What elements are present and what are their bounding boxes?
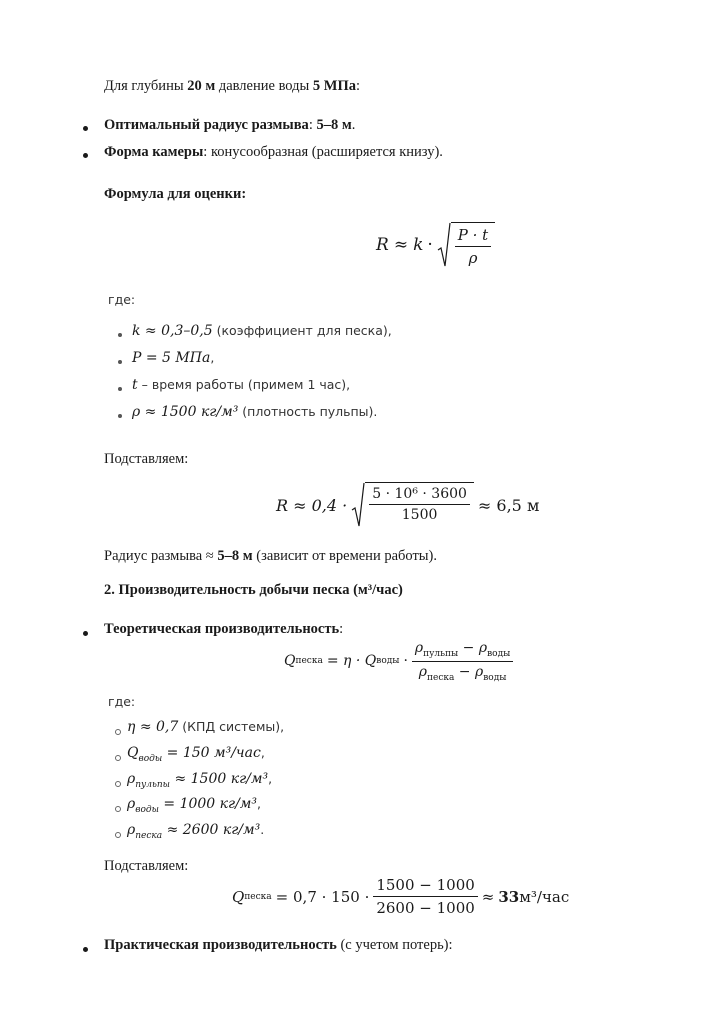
list-item: P = 5 МПа, bbox=[132, 350, 215, 366]
substitute-label: Подставляем: bbox=[104, 858, 189, 874]
substitute-label: Подставляем: bbox=[104, 451, 189, 467]
formula-productivity: Q песка = η · Q воды · $\frac{\rho_{пульпы} - \rho_{воды}}{\rho_{песка} - \rho_{воды}}$ bbox=[284, 640, 513, 683]
list-item: $\rho_{песка} \approx 2600$ кг/м³. bbox=[127, 822, 265, 841]
radius-summary: Радиус размыва ≈ 5–8 м (зависит от времени работы). bbox=[104, 548, 437, 564]
bullet-icon bbox=[115, 781, 121, 787]
list-item: $\rho_{пульпы} \approx 1500$ кг/м³, bbox=[127, 771, 273, 790]
formula-heading: Формула для оценки: bbox=[104, 186, 247, 202]
bullet-icon bbox=[83, 947, 88, 952]
list-item: Форма камеры: конусообразная (расширяется книзу). bbox=[104, 144, 443, 160]
bullet-icon bbox=[115, 729, 121, 735]
formula-radius: R ≈ k · $\frac{P \cdot t}{\rho}$ bbox=[376, 222, 495, 268]
section-title: 2. Производительность добычи песка (м³/час) bbox=[104, 582, 403, 598]
bullet-icon bbox=[83, 153, 88, 158]
radical-sign-icon bbox=[351, 482, 365, 528]
list-item: Оптимальный радиус размыва: 5–8 м. bbox=[104, 117, 356, 133]
list-item: t – время работы (примем 1 час), bbox=[132, 377, 351, 393]
formula-productivity-calc: Q песка = 0,7 · 150 · $\frac{1500 - 1000}{2600 - 1000}$ ≈ 33 м³/час bbox=[232, 876, 570, 917]
intro-line: Для глубины 20 м давление воды 5 МПа: bbox=[104, 78, 361, 94]
list-item: $\rho_{воды} = 1000$ кг/м³, bbox=[127, 796, 262, 815]
sqrt-symbol: $\frac{P \cdot t}{\rho}$ bbox=[437, 222, 495, 268]
bullet-icon bbox=[118, 387, 122, 391]
bullet-icon bbox=[115, 755, 121, 761]
bullet-icon bbox=[118, 360, 122, 364]
bullet-icon bbox=[83, 631, 88, 636]
list-item: Практическая производительность (с учетом потерь): bbox=[104, 937, 453, 953]
sqrt-symbol: $\frac{\text{5 · 10⁶ · 3600}}{1500}$ bbox=[351, 482, 474, 528]
list-item: η ≈ 0,7 (КПД системы), bbox=[127, 719, 285, 735]
bullet-icon bbox=[118, 414, 122, 418]
list-item: $Q_{воды} = 150$ м³/час, bbox=[127, 745, 265, 764]
where-label: где: bbox=[108, 694, 136, 709]
formula-radius-calc: R ≈ 0,4 · $\frac{\text{5 · 10⁶ · 3600}}{1500}$ ≈ 6,5 м bbox=[276, 482, 539, 528]
bullet-icon bbox=[83, 126, 88, 131]
where-label: где: bbox=[108, 292, 136, 307]
bullet-icon bbox=[115, 832, 121, 838]
list-item: ρ ≈ 1500 кг/м³ (плотность пульпы). bbox=[132, 404, 378, 420]
bullet-icon bbox=[118, 333, 122, 337]
bullet-icon bbox=[115, 806, 121, 812]
radical-sign-icon bbox=[437, 222, 451, 268]
list-item: Теоретическая производительность: bbox=[104, 621, 344, 637]
list-item: k ≈ 0,3–0,5 (коэффициент для песка), bbox=[132, 323, 392, 339]
